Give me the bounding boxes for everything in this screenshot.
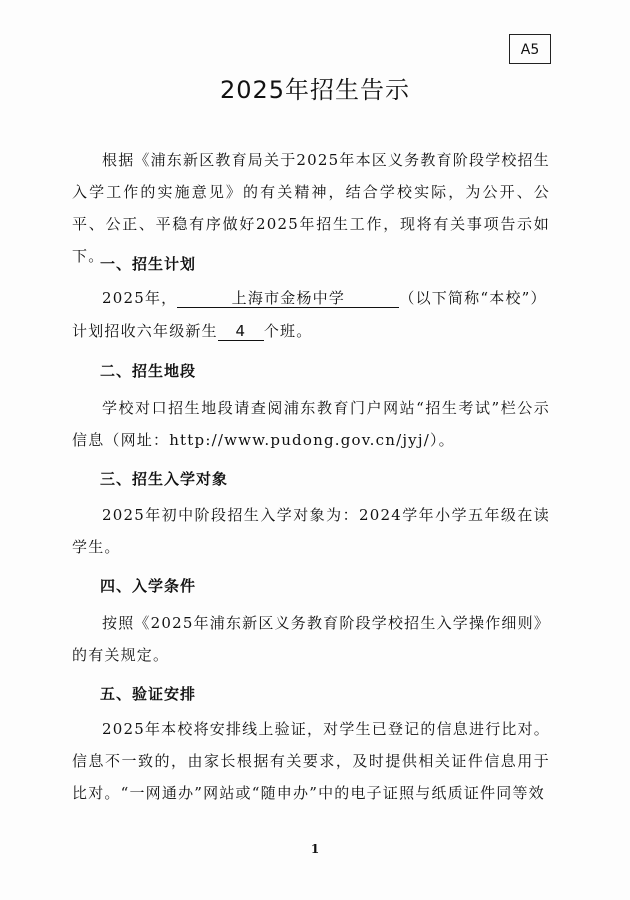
section-heading-eligibility: 三、招生入学对象 — [100, 470, 229, 488]
plan-line-1 — [102, 287, 547, 308]
conditions-paragraph: 按照《2025年浦东新区义务教育阶段学校招生入学操作细则》的有关规定。 — [72, 614, 550, 664]
document-code-box: A5 — [509, 34, 551, 64]
class-count-field: 4 — [218, 322, 264, 341]
verification-paragraph: 2025年本校将安排线上验证，对学生已登记的信息进行比对。信息不一致的，由家长根据有关要求，及时提供相关证件信息用于比对。“一网通办”网站或“随申办”中的电子证照与纸质证件同等效 — [72, 720, 550, 802]
section-heading-conditions: 四、入学条件 — [100, 577, 197, 595]
district-paragraph: 学校对口招生地段请查阅浦东教育门户网站“招生考试”栏公示信息（网址：http://www.pudong.gov.cn/jyj/）。 — [72, 399, 550, 449]
plan-class-suffix: 个班。 — [263, 322, 313, 340]
section-heading-district: 二、招生地段 — [100, 362, 197, 380]
plan-year-text: 2025年， — [102, 289, 178, 307]
page-number: 1 — [310, 842, 320, 856]
plan-abbrev-text: （以下简称“本校”） — [399, 289, 547, 307]
page-title: 2025年招生告示 — [219, 76, 411, 104]
section-heading-plan: 一、招生计划 — [100, 255, 197, 273]
intro-paragraph: 根据《浦东新区教育局关于2025年本区义务教育阶段学校招生入学工作的实施意见》的有关精神，结合学校实际，为公开、公平、公正、平稳有序做好2025年招生工作，现将有关事项告示如下。 — [72, 151, 550, 265]
school-name-field: 上海市金杨中学 — [177, 289, 399, 308]
eligibility-paragraph: 2025年初中阶段招生入学对象为：2024学年小学五年级在读学生。 — [72, 506, 550, 556]
plan-class-text: 计划招收六年级新生 — [72, 322, 218, 340]
plan-line-2 — [72, 320, 312, 341]
section-heading-verification: 五、验证安排 — [100, 685, 197, 703]
